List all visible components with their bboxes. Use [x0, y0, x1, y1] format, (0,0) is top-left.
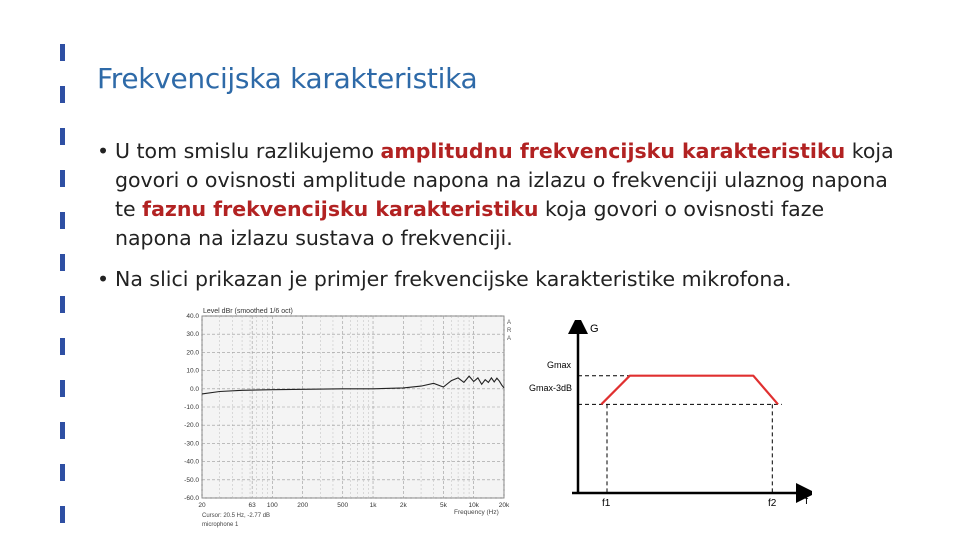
x-tick-label: 2k	[399, 502, 407, 509]
y-tick-label: -40.0	[184, 458, 199, 466]
microphone-frequency-response-chart	[176, 304, 516, 530]
x-tick-label: 63	[248, 502, 256, 509]
y-tick-label: -30.0	[184, 440, 199, 448]
cursor-readout: Cursor: 20.5 Hz, -2.77 dB	[202, 513, 271, 519]
bullet-text	[97, 137, 897, 253]
accent-bar	[60, 506, 65, 523]
gmax-3db-label: Gmax-3dB	[529, 383, 573, 393]
y-tick-label: -20.0	[184, 422, 199, 430]
x-tick-label: 500	[337, 502, 349, 509]
x-tick-label: 20	[198, 502, 206, 509]
bullet-marker: •	[97, 267, 110, 291]
x-tick-label: 10k	[468, 502, 479, 509]
accent-bar	[60, 44, 65, 61]
bullet-text-part: koja govori o ovisnosti amplitude napona na izlazu o frekvenciji ulaznog napona te	[115, 139, 894, 221]
y-axis-label: G	[590, 323, 599, 335]
accent-bar	[60, 380, 65, 397]
bullet-item	[97, 265, 897, 294]
y-tick-label: 20.0	[186, 349, 199, 357]
right-label: R	[507, 328, 512, 334]
accent-bar	[60, 254, 65, 271]
f2-label: f2	[768, 498, 777, 509]
x-tick-label: 1k	[369, 502, 377, 509]
y-tick-label: 0.0	[189, 385, 199, 393]
ideal-frequency-characteristic-diagram	[522, 320, 812, 510]
accent-bar	[60, 464, 65, 481]
highlight-term: faznu frekvencijsku karakteristiku	[142, 197, 539, 221]
gmax-label: Gmax	[547, 360, 572, 370]
bullet-text-part: koja govori o ovisnosti faze napona na izlazu sustava o frekvenciji.	[115, 197, 825, 250]
accent-bar	[60, 338, 65, 355]
right-label: A	[507, 320, 512, 326]
channel-label: microphone 1	[202, 522, 239, 528]
bullet-text	[97, 265, 897, 294]
y-tick-label: -10.0	[184, 404, 199, 411]
accent-bar	[60, 212, 65, 229]
chart-title: Level dBr (smoothed 1/6 oct)	[203, 308, 293, 315]
x-axis-label: f	[805, 495, 809, 507]
accent-bar	[60, 86, 65, 103]
y-tick-label: 30.0	[186, 331, 199, 339]
y-tick-label: -50.0	[184, 476, 199, 484]
bullet-text-part: Na slici prikazan je primjer frekvencijske karakteristike mikrofona.	[115, 267, 792, 291]
characteristic-curve	[601, 376, 778, 405]
accent-bar	[60, 422, 65, 439]
bullet-item	[97, 137, 897, 253]
accent-bar	[60, 128, 65, 145]
y-tick-label: 10.0	[186, 367, 199, 375]
bullet-text-part: U tom smislu razlikujemo	[115, 139, 381, 163]
y-tick-label: -60.0	[184, 495, 199, 502]
diagram-marks	[578, 376, 782, 493]
accent-bar	[60, 170, 65, 187]
x-axis-label: Frequency (Hz)	[454, 509, 499, 516]
right-label: A	[507, 336, 512, 342]
x-tick-label: 100	[266, 502, 278, 509]
x-tick-label: 5k	[439, 502, 447, 509]
bullet-marker: •	[97, 139, 110, 163]
accent-bar	[60, 296, 65, 313]
y-tick-label: 40.0	[186, 313, 199, 320]
x-tick-label: 200	[297, 502, 309, 509]
x-tick-label: 20k	[498, 502, 510, 509]
highlight-term: amplitudnu frekvencijsku karakteristiku	[380, 139, 846, 163]
slide-title: Frekvencijska karakteristika	[97, 62, 478, 95]
f1-label: f1	[602, 498, 611, 509]
